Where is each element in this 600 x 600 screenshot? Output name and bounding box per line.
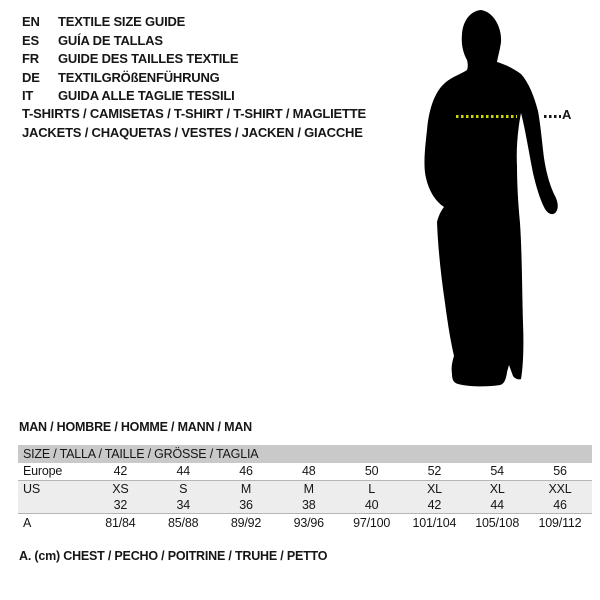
table-row-us-numeric	[18, 497, 592, 514]
chest-measure-line-extension	[544, 115, 561, 118]
table-row-chest-a	[18, 514, 592, 532]
row-label	[18, 497, 89, 513]
size-cell: 44	[176, 464, 190, 478]
size-cell: 46	[239, 464, 253, 478]
size-cell: S	[179, 482, 188, 496]
chest-measure-line	[456, 115, 517, 118]
language-label: TEXTILE SIZE GUIDE	[58, 14, 186, 29]
language-list	[22, 13, 238, 106]
table-row-europe	[18, 463, 592, 481]
language-row	[22, 32, 238, 51]
language-label: TEXTILGRÖßENFÜHRUNG	[58, 69, 220, 85]
size-cell: L	[368, 482, 375, 496]
category-list	[22, 104, 366, 142]
size-cell: XL	[426, 482, 442, 496]
size-cell: 101/104	[412, 516, 457, 530]
category-line-jackets: JACKETS / CHAQUETAS / VESTES / JACKEN / GIACCHE	[22, 125, 363, 140]
size-cell: XL	[489, 482, 505, 496]
size-cell: 34	[176, 498, 190, 512]
row-label: Europe	[23, 464, 63, 478]
size-cell: 85/88	[168, 516, 199, 530]
size-cell: 109/112	[538, 516, 582, 530]
size-cell: 40	[364, 498, 379, 512]
language-row	[22, 87, 238, 106]
size-cell: XXL	[548, 482, 572, 496]
category-line-tshirts: T-SHIRTS / CAMISETAS / T-SHIRT / T-SHIRT / MAGLIETTE	[22, 106, 366, 121]
language-label: GUÍA DE TALLAS	[58, 32, 163, 48]
size-cell: 42	[113, 464, 128, 478]
language-row	[22, 69, 238, 88]
language-label: GUIDE DES TAILLES TEXTILE	[58, 51, 239, 66]
size-table-header: SIZE / TALLA / TAILLE / GRÖSSE / TAGLIA	[18, 445, 592, 463]
size-cell: 44	[490, 498, 504, 512]
language-code: EN	[22, 14, 40, 29]
size-cell: 36	[239, 498, 253, 512]
size-cell: 52	[427, 464, 442, 478]
size-cell: M	[240, 482, 252, 496]
row-label: A	[23, 516, 32, 530]
language-code: IT	[22, 88, 34, 103]
size-cell: 54	[490, 464, 504, 478]
measurement-footnote: A. (cm) CHEST / PECHO / POITRINE / TRUHE / PETTO	[19, 549, 328, 563]
section-title: MAN / HOMBRE / HOMME / MANN / MAN	[19, 420, 252, 434]
size-cell: 56	[553, 464, 567, 478]
size-cell: 46	[553, 498, 567, 512]
size-cell: XS	[112, 482, 129, 496]
size-cell: 89/92	[230, 516, 262, 530]
size-cell: 32	[113, 498, 128, 512]
size-cell: 42	[427, 498, 442, 512]
size-cell: 38	[302, 498, 316, 512]
size-cell: 105/108	[475, 516, 520, 530]
language-row	[22, 50, 238, 69]
language-code: FR	[22, 51, 39, 66]
language-row	[22, 13, 238, 32]
size-cell: 50	[364, 464, 379, 478]
table-row-us	[18, 481, 592, 497]
size-cell: M	[303, 482, 314, 496]
man-silhouette	[418, 8, 568, 388]
size-table	[18, 445, 592, 532]
size-cell: 97/100	[353, 516, 391, 530]
row-label: US	[23, 482, 40, 496]
size-cell: 48	[302, 464, 316, 478]
language-code: ES	[22, 32, 39, 48]
measure-label-a: A	[562, 107, 572, 122]
language-code: DE	[22, 69, 40, 85]
size-cell: 81/84	[105, 516, 136, 530]
size-cell: 93/96	[293, 516, 324, 530]
language-label: GUIDA ALLE TAGLIE TESSILI	[58, 88, 235, 103]
